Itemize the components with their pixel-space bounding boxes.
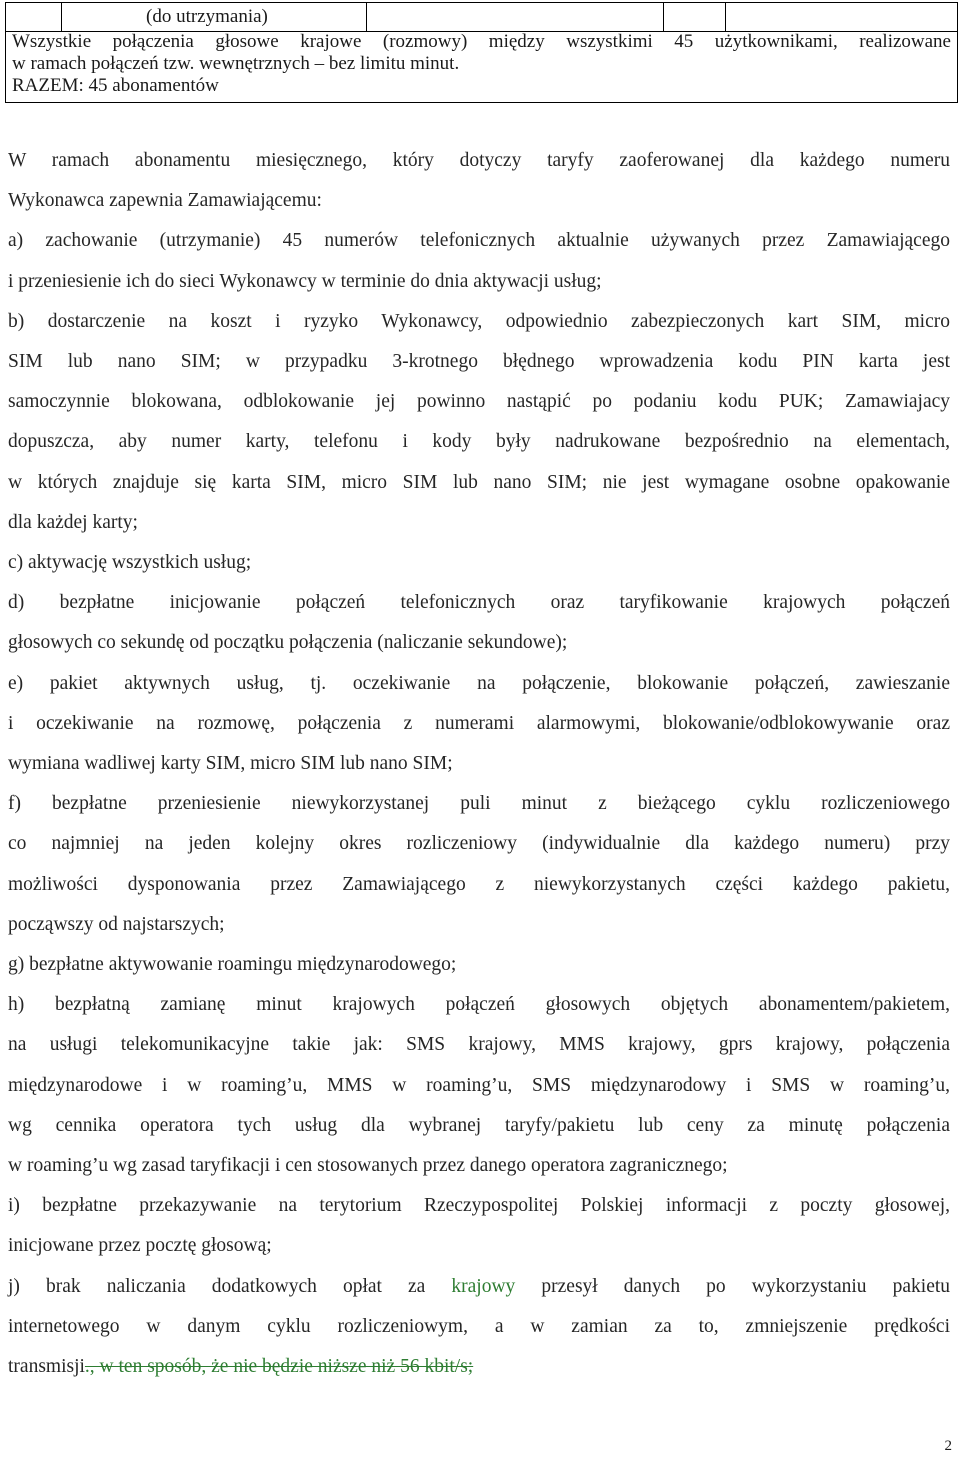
item-h-line: międzynarodowe i w roaming’u, MMS w roaming’u, SMS międzynarodowy i SMS w roaming’u,: [8, 1074, 950, 1096]
inserted-text: krajowy: [451, 1275, 516, 1297]
item-h-line: h) bezpłatną zamianę minut krajowych połączeń głosowych objętych abonamentem/pakietem,: [8, 994, 950, 1016]
item-i-line: i) bezpłatne przekazywanie na terytorium Rzeczypospolitej Polskiej informacji z poczty głosowej,: [8, 1195, 950, 1217]
table-cell: [6, 3, 62, 31]
item-e-line: e) pakiet aktywnych usług, tj. oczekiwanie na połączenie, blokowanie połączeń, zawieszanie: [8, 672, 950, 694]
item-d-line: głosowych co sekundę od początku połączenia (naliczanie sekundowe);: [8, 632, 568, 654]
item-b-line: samoczynnie blokowana, odblokowanie jej powinno nastąpić po podaniu kodu PUK; Zamawiajacy: [8, 391, 950, 413]
table-cell: [726, 3, 957, 31]
page-number: 2: [944, 1438, 952, 1454]
item-f-line: f) bezpłatne przeniesienie niewykorzystanej puli minut z bieżącego cyklu rozliczeniowego: [8, 793, 950, 815]
table-total-line: RAZEM: 45 abonamentów: [12, 75, 219, 96]
deleted-text: ., w ten sposób, że nie będzie niższe niż 56 kbit/s;: [84, 1356, 474, 1378]
intro-line: W ramach abonamentu miesięcznego, który dotyczy taryfy zaoferowanej dla każdego numeru: [8, 150, 950, 171]
item-b-line: w których znajduje się karta SIM, micro SIM lub nano SIM; nie jest wymagane osobne opakowanie: [8, 471, 950, 493]
table-text-line: Wszystkie połączenia głosowe krajowe (rozmowy) między wszystkimi 45 użytkownikami, realizowane: [12, 31, 951, 52]
item-e-line: i oczekiwanie na rozmowę, połączenia z numerami alarmowymi, blokowanie/odblokowywanie oraz: [8, 712, 950, 734]
item-d-line: d) bezpłatne inicjowanie połączeń telefonicznych oraz taryfikowanie krajowych połączeń: [8, 592, 950, 614]
item-b-line: b) dostarczenie na koszt i ryzyko Wykonawcy, odpowiednio zabezpieczonych kart SIM, micro: [8, 310, 950, 332]
table-cell: [367, 3, 664, 31]
item-a-line: a) zachowanie (utrzymanie) 45 numerów telefonicznych aktualnie używanych przez Zamawiającego: [8, 230, 950, 252]
services-table: [5, 2, 958, 103]
item-h-line: wg cennika operatora tych usług dla wybranej taryfy/pakietu lub ceny za minutę połączenia: [8, 1114, 950, 1136]
document-body: [8, 141, 950, 1387]
item-e-line: wymiana wadliwej karty SIM, micro SIM lub nano SIM;: [8, 753, 453, 775]
item-f-line: począwszy od najstarszych;: [8, 913, 225, 935]
table-cell: [664, 3, 726, 31]
item-b-line: SIM lub nano SIM; w przypadku 3-krotnego błędnego wprowadzenia kodu PIN karta jest: [8, 351, 950, 373]
item-c-line: c) aktywację wszystkich usług;: [8, 552, 252, 574]
table-text-line: w ramach połączeń tzw. wewnętrznych – bez limitu minut.: [12, 53, 460, 74]
item-j-line: [8, 1267, 950, 1307]
item-a-line: i przeniesienie ich do sieci Wykonawcy w terminie do dnia aktywacji usług;: [8, 270, 602, 292]
item-j-text: j) brak naliczania dodatkowych opłat za: [8, 1275, 426, 1297]
item-h-line: w roaming’u wg zasad taryfikacji i cen stosowanych przez danego operatora zagranicznego;: [8, 1155, 728, 1177]
item-g-line: g) bezpłatne aktywowanie roamingu międzynarodowego;: [8, 954, 457, 976]
item-j-text: transmisji: [8, 1356, 85, 1378]
item-f-line: co najmniej na jeden kolejny okres rozliczeniowy (indywidualnie dla każdego numeru) przy: [8, 833, 950, 855]
table-header-row: [6, 3, 957, 32]
item-j-line: [8, 1347, 950, 1387]
item-b-line: dopuszcza, aby numer karty, telefonu i kody były nadrukowane bezpośrednio na elementach,: [8, 431, 950, 453]
item-i-line: inicjowane przez pocztę głosową;: [8, 1235, 272, 1257]
item-j-line: internetowego w danym cyklu rozliczeniowym, a w zamian za to, zmniejszenie prędkości: [8, 1315, 950, 1337]
item-b-line: dla każdej karty;: [8, 511, 138, 533]
intro-line: Wykonawca zapewnia Zamawiającemu:: [8, 190, 322, 212]
table-header-cell: (do utrzymania): [62, 3, 367, 31]
table-body: [12, 31, 951, 97]
item-f-line: możliwości dysponowania przez Zamawiającego z niewykorzystanych części każdego pakietu,: [8, 873, 950, 895]
item-h-line: na usługi telekomunikacyjne takie jak: SMS krajowy, MMS krajowy, gprs krajowy, połączenia: [8, 1034, 950, 1056]
item-j-text: przesył danych po wykorzystaniu pakietu: [541, 1275, 951, 1297]
